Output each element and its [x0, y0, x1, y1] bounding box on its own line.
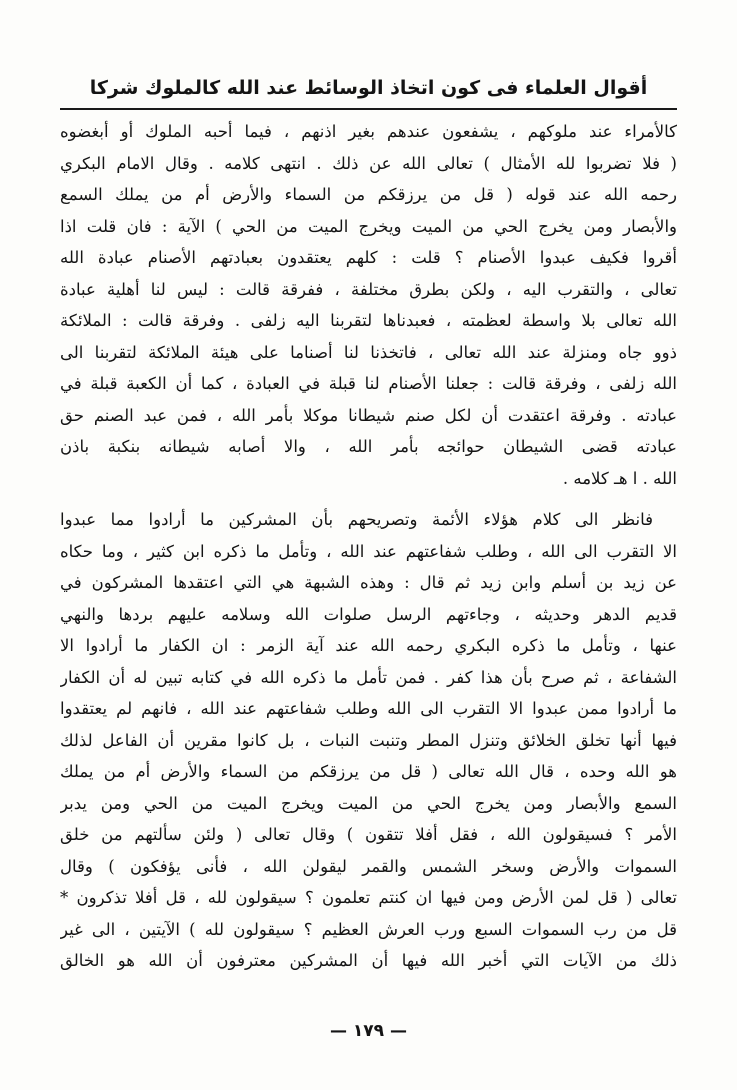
text-line: ذوو جاه ومنزلة عند الله تعالى ، فاتخذنا لنا أصناما على هيئة الملائكة لتقربنا الى — [60, 342, 677, 362]
text-line: رحمه الله عند قوله ( قل من يرزقكم من السماء والأرض أم من يملك السمع — [60, 185, 677, 204]
text-line: الله زلفى ، وفرقة قالت : جعلنا الأصنام لنا قبلة في العبادة ، كما أن الكعبة قبلة في — [60, 374, 677, 393]
text-line: تعالى ، والتقرب اليه ، ولكن بطرق مختلفة ، ففرقة قالت : ليس لنا أهلية عبادة — [60, 279, 677, 299]
text-line: الأمر ؟ فسيقولون الله ، فقل أفلا تتقون ) وقال تعالى ( ولئن سألتهم من خلق — [60, 825, 677, 844]
text-line: الا التقرب الى الله ، وطلب شفاعتهم عند الله ، وتأمل ما ذكره ابن كثير ، وما حكاه — [60, 541, 677, 561]
text-line: عبادته قضى الشيطان حوائجه بأمر الله ، والا أصابه شيطانه بنكبة باذن — [60, 437, 677, 456]
text-line: ( فلا تضربوا لله الأمثال ) تعالى الله عن ذلك . انتهى كلامه . وقال الامام البكري — [60, 153, 677, 173]
text-line: والأبصار ومن يخرج الحي من الميت ويخرج الميت من الحي ) الآية : فان قلت اذا — [60, 216, 677, 236]
text-line: قديم الدهر وحديثه ، وجاءتهم الرسل صلوات الله وسلامه عليهم بردها والنهي — [60, 604, 677, 624]
text-line: عبادته . وفرقة اعتقدت أن لكل صنم شيطانا موكلا بأمر الله ، فمن عبد الصنم حق — [60, 405, 677, 425]
text-line: كالأمراء عند ملوكهم ، يشفعون عندهم بغير اذنهم ، فيما أحبه الملوك أو أبغضوه — [60, 122, 677, 141]
paragraph-gap — [60, 494, 677, 504]
text-line: الله . ا هـ كلامه . — [562, 468, 677, 488]
body-text — [60, 116, 677, 977]
text-line: ذلك من الآيات التي أخبر الله فيها أن المشركين معترفون أن الله هو الخالق — [60, 951, 677, 970]
text-line: عنها ، وتأمل ما ذكره البكري رحمه الله عند آية الزمر : ان الكفار ما أرادوا الا — [60, 636, 677, 655]
text-line: تعالى ( قل لمن الأرض ومن فيها ان كنتم تعلمون ؟ سيقولون لله ، قل أفلا تذكرون * — [60, 888, 677, 907]
header-rule — [60, 108, 677, 110]
text-line: الشفاعة ، ثم صرح بأن هذا كفر . فمن تأمل ما ذكره الله في كتابه تبين له أن الكفار — [60, 667, 677, 687]
page-header-title: أقوال العلماء فى كون اتخاذ الوسائط عند الله كالملوك شركا — [89, 77, 648, 99]
paragraph-1 — [60, 116, 677, 494]
text-line: هو الله وحده ، قال الله تعالى ( قل من يرزقكم من السماء والأرض أم من يملك — [60, 762, 677, 781]
text-line: ما أرادوا ممن عبدوا الا التقرب الى الله وطلب شفاعتهم عند الله ، فانهم لم يعتقدوا — [60, 699, 677, 718]
text-line: السموات والأرض وسخر الشمس والقمر ليقولن الله ، فأنى يؤفكون ) وقال — [60, 856, 677, 876]
text-line: فيها أنها تخلق الخلائق وتنزل المطر وتنبت النبات ، بل كانوا مقرين أن الفاعل لذلك — [60, 730, 677, 750]
paragraph-2 — [60, 504, 677, 977]
page-number: — ١٧٩ — — [330, 1021, 407, 1041]
text-line: السمع والأبصار ومن يخرج الحي من الميت ويخرج الميت من الحي ومن يدبر — [60, 793, 677, 813]
text-line: أقروا فكيف عبدوا الأصنام ؟ قلت : كلهم يعتقدون بعبادتهم الأصنام عبادة الله — [60, 248, 677, 267]
text-line: قل من رب السموات السبع ورب العرش العظيم ؟ سيقولون لله ) الآيتين ، الى غير — [60, 919, 677, 939]
text-line: فانظر الى كلام هؤلاء الأئمة وتصريحهم بأن المشركين ما أرادوا مما عبدوا — [60, 510, 653, 529]
text-line: عن زيد بن أسلم وابن زيد ثم قال : وهذه الشبهة هي التي اعتقدها المشركون في — [60, 573, 677, 592]
text-line: الله تعالى بلا واسطة لعظمته ، فعبدناها لتقربنا اليه زلفى . وفرقة قالت : الملائكة — [60, 311, 677, 330]
